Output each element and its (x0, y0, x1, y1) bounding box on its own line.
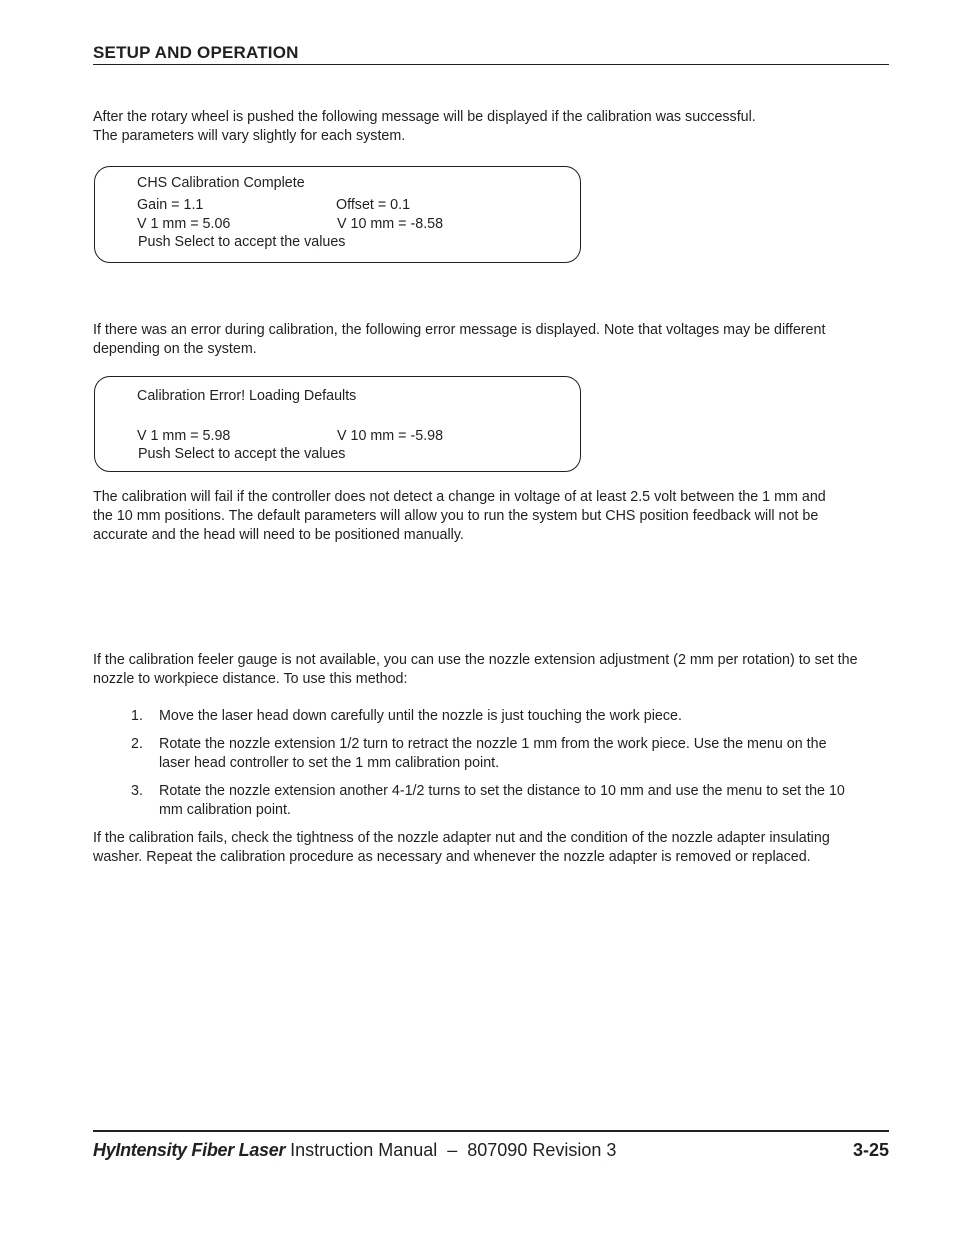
fail-note-line-1: The calibration will fail if the controller does not detect a change in voltage of at least 2.5 volt between the 1 mm and (93, 489, 826, 505)
step-text-line-1: Rotate the nozzle extension 1/2 turn to retract the nozzle 1 mm from the work piece. Use the menu on the (159, 736, 827, 752)
page-header (93, 43, 889, 65)
footer-doc-title: Instruction Manual – 807090 Revision 3 (285, 1140, 617, 1160)
accept-prompt: Push Select to accept the values (138, 234, 346, 250)
step-number: 3. (131, 783, 143, 799)
closing-paragraph (93, 829, 893, 867)
step-text-line-2: laser head controller to set the 1 mm calibration point. (159, 755, 500, 771)
error-title: Calibration Error! Loading Defaults (137, 388, 357, 404)
error-v1-value: V 1 mm = 5.98 (137, 428, 231, 444)
success-message-box (94, 166, 581, 263)
offset-value: Offset = 0.1 (336, 197, 411, 213)
step-number: 1. (131, 708, 143, 724)
v1-value: V 1 mm = 5.06 (137, 216, 231, 232)
error-v10-value: V 10 mm = -5.98 (337, 428, 444, 444)
intro-paragraph (93, 108, 893, 146)
alt-method-line-2: nozzle to workpiece distance. To use this method: (93, 671, 408, 687)
page-number: 3-25 (852, 1140, 889, 1160)
step-number: 2. (131, 736, 143, 752)
closing-line-2: washer. Repeat the calibration procedure as necessary and whenever the nozzle adapter is removed or replaced. (93, 849, 811, 865)
error-message-box (94, 376, 581, 472)
footer-brand: HyIntensity Fiber Laser (93, 1140, 286, 1160)
page-footer (93, 1130, 889, 1166)
fail-note-line-3: accurate and the head will need to be positioned manually. (93, 527, 464, 543)
intro-line-1: After the rotary wheel is pushed the following message will be displayed if the calibration was successful. (93, 109, 756, 125)
footer-document-info (93, 1140, 616, 1161)
alt-method-paragraph (93, 651, 893, 689)
fail-note-line-2: the 10 mm positions. The default parameters will allow you to run the system but CHS position feedback will not be (93, 508, 819, 524)
v10-value: V 10 mm = -8.58 (337, 216, 444, 232)
intro-line-2: The parameters will vary slightly for each system. (93, 128, 406, 144)
error-accept-prompt: Push Select to accept the values (138, 446, 346, 462)
section-title: SETUP AND OPERATION (93, 43, 299, 62)
error-intro-line-2: depending on the system. (93, 341, 257, 357)
alt-method-line-1: If the calibration feeler gauge is not available, you can use the nozzle extension adjustment (2 mm per rotation) to set the (93, 652, 858, 668)
step-text-line-2: mm calibration point. (159, 802, 291, 818)
fail-note-paragraph (93, 488, 893, 545)
step-text-line-1: Rotate the nozzle extension another 4-1/2 turns to set the distance to 10 mm and use the menu to set the 10 (159, 783, 845, 799)
step-text-line-1: Move the laser head down carefully until the nozzle is just touching the work piece. (159, 708, 682, 724)
error-intro-paragraph (93, 321, 893, 359)
success-title: CHS Calibration Complete (137, 175, 305, 191)
error-intro-line-1: If there was an error during calibration, the following error message is displayed. Note that voltages may be different (93, 322, 826, 338)
closing-line-1: If the calibration fails, check the tightness of the nozzle adapter nut and the condition of the nozzle adapter insulating (93, 830, 830, 846)
gain-value: Gain = 1.1 (137, 197, 204, 213)
